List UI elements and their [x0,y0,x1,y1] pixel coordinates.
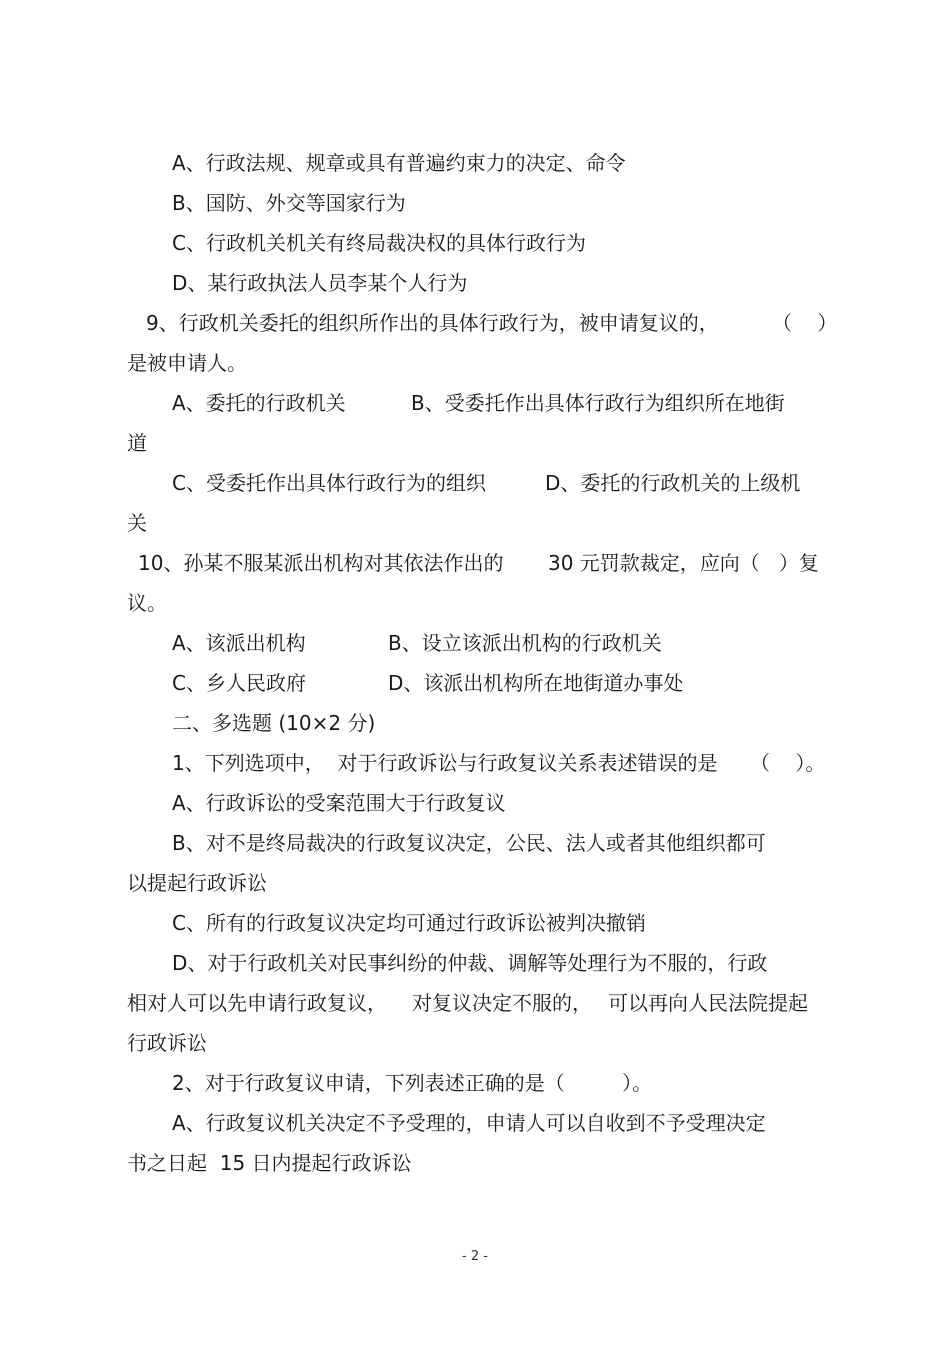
text-line: 议。 [127,591,167,615]
text-line: 相对人可以先申请行政复议， [127,991,387,1015]
option-text: C、受委托作出具体行政行为的组织 [172,471,486,495]
text-line: A、行政诉讼的受案范围大于行政复议 [172,791,506,815]
option-text: C、乡人民政府 [172,671,306,695]
text-line: 道 [127,431,147,455]
option-text: D、委托的行政机关的上级机 [545,471,801,495]
option-text: B、受委托作出具体行政行为组织所在地街 [411,391,785,415]
text-line: 2、对于行政复议申请，下列表述正确的是（ ）。 [172,1071,652,1095]
text-line: 对复议决定不服的， [412,991,592,1015]
text-line: 书之日起 15 日内提起行政诉讼 [127,1151,412,1175]
option-text: A、委托的行政机关 [172,391,346,415]
text-line: 1、下列选项中， 对于行政诉讼与行政复议关系表述错误的是 [172,751,718,775]
text-line: 10、孙某不服某派出机构对其依法作出的 [138,551,504,575]
text-line: B、对不是终局裁决的行政复议决定，公民、法人或者其他组织都可 [172,831,766,855]
option-text: A、该派出机构 [172,631,306,655]
text-line: 以提起行政诉讼 [127,871,267,895]
text-line: 30 元罚款裁定，应向（ ）复 [548,551,819,575]
text-line: C、所有的行政复议决定均可通过行政诉讼被判决撤销 [172,911,646,935]
page-number: - 2 - [462,1249,488,1264]
text-line: 9、行政机关委托的组织所作出的具体行政行为，被申请复议的， [146,311,719,335]
option-text: D、该派出机构所在地街道办事处 [388,671,684,695]
text-line: 行政诉讼 [127,1031,207,1055]
text-line: B、国防、外交等国家行为 [172,191,406,215]
text-line: D、对于行政机关对民事纠纷的仲裁、调解等处理行为不服的，行政 [172,951,768,975]
section-heading: 二、多选题 (10×2 分) [172,711,376,735]
answer-blank: （ ） [772,311,838,335]
text-line: D、某行政执法人员李某个人行为 [172,271,468,295]
text-line: C、行政机关机关有终局裁决权的具体行政行为 [172,231,586,255]
text-line: 是被申请人。 [127,351,247,375]
answer-blank: （ ）。 [750,751,826,775]
text-line: A、行政法规、规章或具有普遍约束力的决定、命令 [172,151,626,175]
text-line: 关 [127,511,147,535]
text-line: A、行政复议机关决定不予受理的，申请人可以自收到不予受理决定 [172,1111,766,1135]
text-line: 可以再向人民法院提起 [608,991,808,1015]
option-text: B、设立该派出机构的行政机关 [388,631,662,655]
